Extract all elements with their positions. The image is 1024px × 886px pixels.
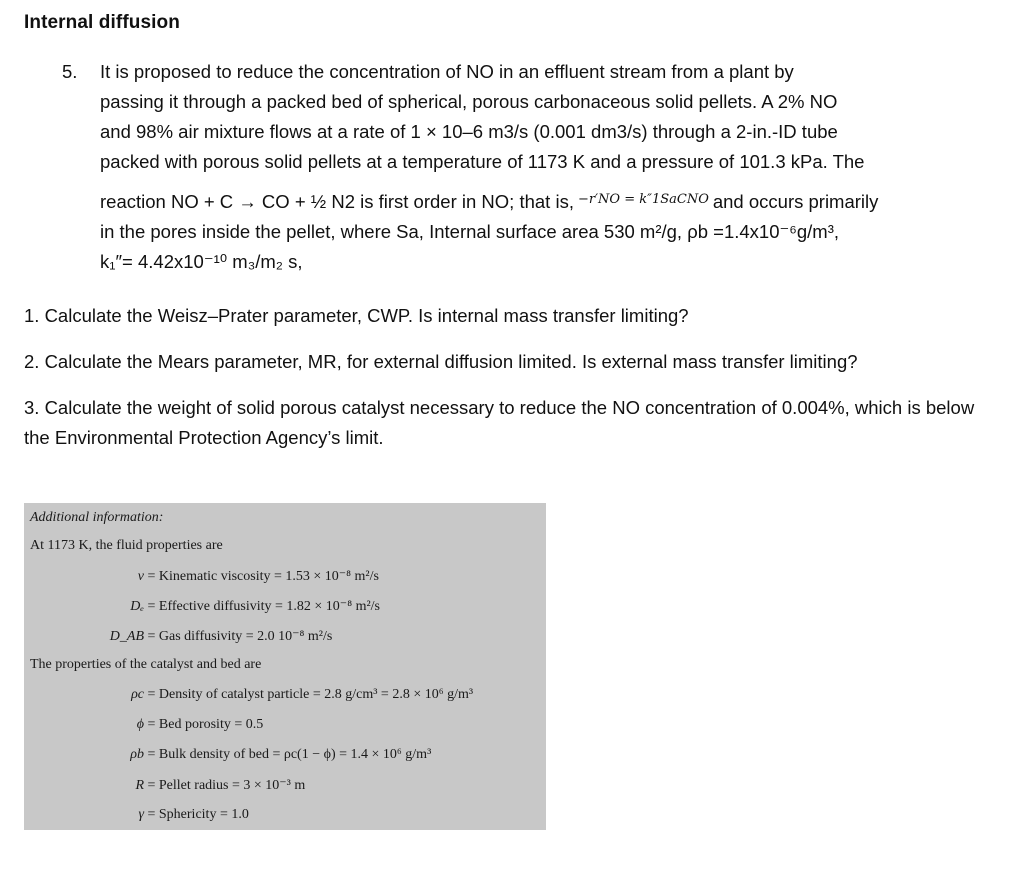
pores-line: in the pores inside the pellet, where Sa, Internal surface area 530 m²/g, ρb =1.4x10⁻⁶g/m³,: [100, 221, 840, 242]
property-symbol: ρc: [131, 687, 144, 702]
property-symbol: Dₑ: [130, 599, 144, 614]
question-list: [24, 301, 1004, 469]
catalyst-property-particle-density: [96, 687, 473, 703]
property-text: = Sphericity = 1.0: [147, 807, 249, 822]
reaction-line: [100, 185, 992, 217]
fluid-intro: At 1173 K, the fluid properties are: [30, 538, 223, 553]
fluid-property-effective-diffusivity: [96, 598, 380, 615]
fluid-property-kinematic-viscosity: [96, 568, 379, 585]
property-symbol: γ: [138, 807, 144, 822]
section-heading: Internal diffusion: [24, 12, 180, 33]
problem-line: packed with porous solid pellets at a temperature of 1173 K and a pressure of 101.3 kPa. The: [100, 151, 865, 172]
question-2: 2. Calculate the Mears parameter, MR, for external diffusion limited. Is external mass transfer limiting?: [24, 351, 858, 372]
property-symbol: ν: [137, 569, 144, 584]
info-title: Additional information:: [30, 510, 164, 525]
property-text: = Pellet radius = 3 × 10⁻³ m: [147, 778, 306, 793]
property-symbol: D_AB: [109, 629, 144, 644]
property-symbol: ρb: [130, 747, 144, 762]
problem-number: 5.: [62, 61, 78, 82]
catalyst-property-pellet-radius: [96, 777, 305, 794]
problem-statement: [62, 57, 992, 277]
reaction-prefix: reaction NO + C → CO + ½ N2 is first order in NO; that is,: [100, 191, 574, 212]
problem-body: [100, 57, 992, 277]
problem-line: It is proposed to reduce the concentration of NO in an effluent stream from a plant by: [100, 61, 794, 82]
catalyst-intro: The properties of the catalyst and bed are: [30, 657, 262, 672]
problem-line: and 98% air mixture flows at a rate of 1 × 10–6 m3/s (0.001 dm3/s) through a 2-in.-ID tube: [100, 121, 838, 142]
rate-equation: −r′NO = k″1SaCNO: [577, 192, 709, 207]
property-symbol: ϕ: [136, 717, 144, 732]
catalyst-property-bed-porosity: [96, 717, 263, 733]
property-text: = Gas diffusivity = 2.0 10⁻⁸ m²/s: [147, 629, 333, 644]
additional-info-box: [24, 503, 546, 830]
rate-constant-line: k₁″= 4.42x10⁻¹⁰ m₃/m₂ s,: [100, 251, 303, 272]
problem-line: passing it through a packed bed of spherical, porous carbonaceous solid pellets. A 2% NO: [100, 91, 838, 112]
property-text: = Density of catalyst particle = 2.8 g/cm³ = 2.8 × 10⁶ g/m³: [147, 687, 474, 702]
question-1: 1. Calculate the Weisz–Prater parameter, CWP. Is internal mass transfer limiting?: [24, 305, 689, 326]
catalyst-property-bulk-density: [96, 747, 431, 763]
property-text: = Kinematic viscosity = 1.53 × 10⁻⁸ m²/s: [147, 569, 379, 584]
property-text: = Bed porosity = 0.5: [147, 717, 264, 732]
property-text: = Effective diffusivity = 1.82 × 10⁻⁸ m²/s: [147, 599, 381, 614]
fluid-property-gas-diffusivity: [96, 628, 332, 645]
question-3: 3. Calculate the weight of solid porous catalyst necessary to reduce the NO concentration of 0.004%, which is below the Environmental Protection Agency’s limit.: [24, 397, 975, 448]
property-symbol: R: [135, 778, 144, 793]
property-text: = Bulk density of bed = ρc(1 − ϕ) = 1.4 × 10⁶ g/m³: [147, 747, 432, 762]
catalyst-property-sphericity: [96, 807, 249, 823]
reaction-suffix: and occurs primarily: [712, 191, 879, 212]
